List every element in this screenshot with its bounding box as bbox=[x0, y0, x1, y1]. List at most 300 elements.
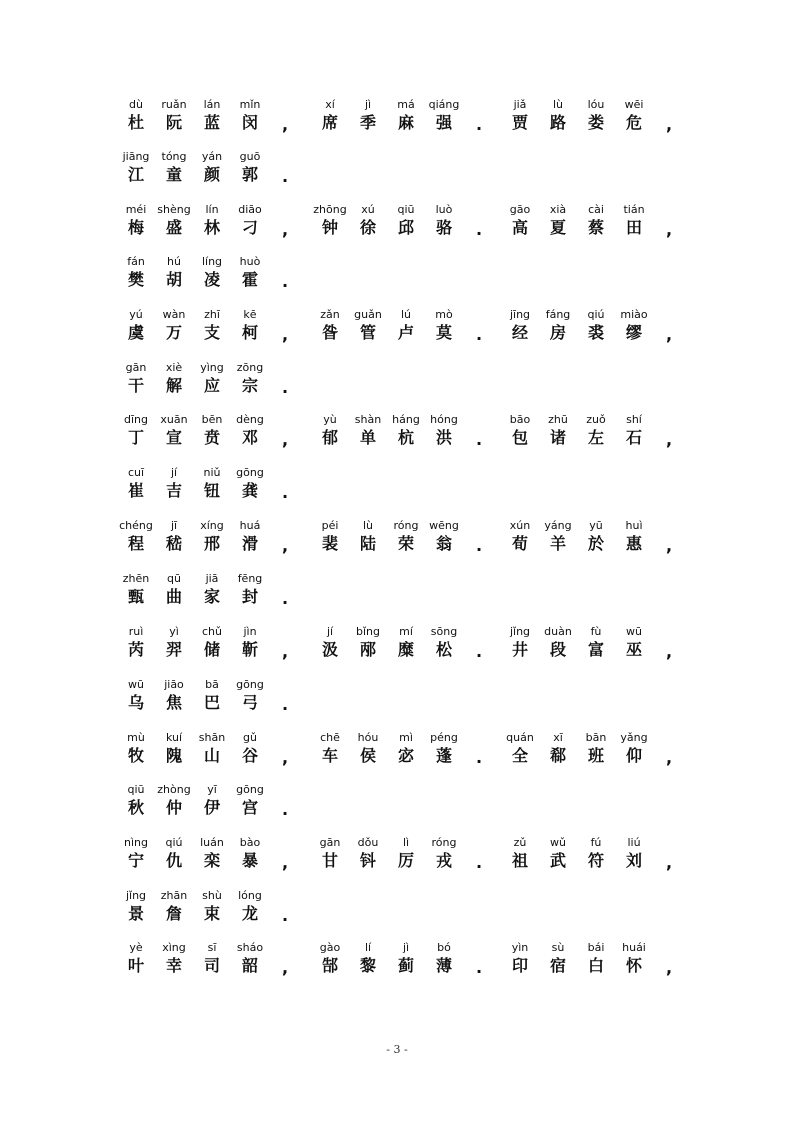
pinyin: lì bbox=[402, 836, 410, 849]
pinyin: tóng bbox=[161, 150, 187, 163]
pinyin: lóu bbox=[587, 98, 605, 111]
hanzi: 徐 bbox=[359, 218, 376, 237]
hanzi: 娄 bbox=[587, 113, 604, 132]
hanzi: 邱 bbox=[397, 218, 414, 237]
pinyin: gāo bbox=[509, 203, 531, 216]
pinyin: bào bbox=[239, 836, 261, 849]
hanzi: 宿 bbox=[549, 956, 566, 975]
period-separator: . bbox=[281, 378, 289, 397]
pinyin: yù bbox=[323, 413, 337, 426]
pinyin: líng bbox=[201, 255, 223, 268]
hanzi: 侯 bbox=[359, 746, 376, 765]
hanzi: 龙 bbox=[241, 904, 258, 923]
comma-separator: , bbox=[665, 536, 673, 555]
pinyin: sī bbox=[207, 941, 217, 954]
hanzi: 蓟 bbox=[397, 956, 414, 975]
hanzi: 幸 bbox=[165, 956, 182, 975]
hanzi: 弓 bbox=[241, 693, 258, 712]
comma-separator: , bbox=[281, 958, 289, 977]
text-line bbox=[116, 466, 696, 514]
pinyin: niǔ bbox=[203, 466, 221, 479]
pinyin: xìng bbox=[162, 941, 186, 954]
period-separator: . bbox=[281, 800, 289, 819]
pinyin: háng bbox=[392, 413, 420, 426]
comma-separator: , bbox=[665, 220, 673, 239]
hanzi: 吉 bbox=[165, 481, 182, 500]
comma-separator: , bbox=[281, 853, 289, 872]
hanzi: 符 bbox=[587, 851, 604, 870]
hanzi: 惠 bbox=[625, 534, 642, 553]
hanzi: 隗 bbox=[165, 746, 182, 765]
pinyin: fú bbox=[590, 836, 602, 849]
hanzi: 骆 bbox=[435, 218, 452, 237]
hanzi: 印 bbox=[511, 956, 528, 975]
hanzi: 诸 bbox=[549, 428, 566, 447]
hanzi: 钮 bbox=[203, 481, 220, 500]
hanzi: 陆 bbox=[359, 534, 376, 553]
pinyin: xí bbox=[325, 98, 335, 111]
hanzi: 缪 bbox=[625, 323, 642, 342]
hanzi: 蔡 bbox=[587, 218, 604, 237]
hanzi: 程 bbox=[127, 534, 144, 553]
pinyin: huái bbox=[622, 941, 646, 954]
hanzi: 刘 bbox=[625, 851, 642, 870]
hanzi: 宁 bbox=[127, 851, 144, 870]
pinyin: duàn bbox=[544, 625, 572, 638]
hanzi: 邓 bbox=[241, 428, 258, 447]
text-line bbox=[116, 361, 696, 409]
hanzi: 薄 bbox=[435, 956, 452, 975]
pinyin: lín bbox=[205, 203, 219, 216]
pinyin: yáng bbox=[544, 519, 572, 532]
comma-separator: , bbox=[281, 115, 289, 134]
hanzi: 栾 bbox=[203, 851, 220, 870]
period-separator: . bbox=[475, 853, 483, 872]
pinyin: yè bbox=[129, 941, 143, 954]
period-separator: . bbox=[281, 483, 289, 502]
hanzi: 童 bbox=[165, 165, 182, 184]
hanzi: 石 bbox=[625, 428, 642, 447]
pinyin: qiáng bbox=[428, 98, 460, 111]
comma-separator: , bbox=[281, 430, 289, 449]
hanzi: 干 bbox=[127, 376, 144, 395]
pinyin: wēng bbox=[429, 519, 459, 532]
pinyin: zhōng bbox=[313, 203, 347, 216]
pinyin: bēn bbox=[201, 413, 223, 426]
hanzi: 荣 bbox=[397, 534, 414, 553]
text-line bbox=[116, 783, 696, 831]
hanzi: 束 bbox=[203, 904, 220, 923]
pinyin: mò bbox=[435, 308, 453, 321]
pinyin: jìn bbox=[243, 625, 257, 638]
hanzi: 牧 bbox=[127, 746, 144, 765]
pinyin: yán bbox=[201, 150, 223, 163]
pinyin: hóu bbox=[357, 731, 379, 744]
pinyin: yú bbox=[129, 308, 143, 321]
comma-separator: , bbox=[281, 642, 289, 661]
pinyin: nìng bbox=[124, 836, 148, 849]
hanzi: 伊 bbox=[203, 798, 220, 817]
hanzi: 颜 bbox=[203, 165, 220, 184]
hanzi: 叶 bbox=[127, 956, 144, 975]
hanzi: 韶 bbox=[241, 956, 258, 975]
hanzi: 单 bbox=[359, 428, 376, 447]
hanzi: 松 bbox=[435, 640, 452, 659]
pinyin: sù bbox=[551, 941, 565, 954]
hanzi: 暴 bbox=[241, 851, 258, 870]
pinyin: lí bbox=[364, 941, 372, 954]
hanzi: 秋 bbox=[127, 798, 144, 817]
pinyin: shù bbox=[202, 889, 222, 902]
period-separator: . bbox=[475, 958, 483, 977]
hanzi: 梅 bbox=[127, 218, 144, 237]
pinyin: róng bbox=[393, 519, 419, 532]
pinyin: hú bbox=[167, 255, 181, 268]
pinyin: yìn bbox=[511, 941, 529, 954]
pinyin: méi bbox=[125, 203, 147, 216]
hanzi: 包 bbox=[511, 428, 528, 447]
pinyin: xuān bbox=[160, 413, 188, 426]
pinyin: cài bbox=[588, 203, 604, 216]
period-separator: . bbox=[475, 536, 483, 555]
hanzi: 全 bbox=[511, 746, 528, 765]
pinyin: xiè bbox=[165, 361, 183, 374]
hanzi: 洪 bbox=[435, 428, 452, 447]
pinyin: gān bbox=[125, 361, 147, 374]
pinyin: guǎn bbox=[354, 308, 382, 321]
hanzi: 钟 bbox=[321, 218, 338, 237]
hanzi: 羿 bbox=[165, 640, 182, 659]
period-separator: . bbox=[475, 642, 483, 661]
pinyin: dèng bbox=[236, 413, 264, 426]
comma-separator: , bbox=[665, 748, 673, 767]
pinyin: diāo bbox=[238, 203, 262, 216]
pinyin: jí bbox=[326, 625, 334, 638]
hanzi: 邢 bbox=[203, 534, 220, 553]
hanzi: 霍 bbox=[241, 270, 258, 289]
pinyin: jǐng bbox=[509, 625, 531, 638]
pinyin: hóng bbox=[430, 413, 458, 426]
hanzi: 林 bbox=[203, 218, 220, 237]
hanzi: 巫 bbox=[625, 640, 642, 659]
pinyin: qiú bbox=[587, 308, 605, 321]
pinyin: tián bbox=[623, 203, 645, 216]
hanzi: 胡 bbox=[165, 270, 182, 289]
pinyin: dǒu bbox=[357, 836, 379, 849]
pinyin: fēng bbox=[237, 572, 263, 585]
hanzi: 江 bbox=[127, 165, 144, 184]
pinyin: róng bbox=[431, 836, 457, 849]
pinyin: yǎng bbox=[620, 731, 648, 744]
pinyin: péng bbox=[430, 731, 458, 744]
text-line bbox=[116, 519, 696, 567]
text-line bbox=[116, 572, 696, 620]
pinyin: bān bbox=[585, 731, 607, 744]
hanzi: 盛 bbox=[165, 218, 182, 237]
hanzi: 裴 bbox=[321, 534, 338, 553]
hanzi: 荀 bbox=[511, 534, 528, 553]
pinyin: jiāng bbox=[122, 150, 150, 163]
pinyin: xíng bbox=[200, 519, 224, 532]
pinyin: kuí bbox=[165, 731, 183, 744]
text-line bbox=[116, 836, 696, 884]
comma-separator: , bbox=[281, 325, 289, 344]
pinyin: ruì bbox=[128, 625, 144, 638]
pinyin: luán bbox=[200, 836, 224, 849]
period-separator: . bbox=[475, 748, 483, 767]
pinyin: shèng bbox=[157, 203, 191, 216]
pinyin: shí bbox=[626, 413, 642, 426]
hanzi: 武 bbox=[549, 851, 566, 870]
hanzi: 崔 bbox=[127, 481, 144, 500]
hanzi: 宫 bbox=[241, 798, 258, 817]
period-separator: . bbox=[281, 272, 289, 291]
pinyin: zhēn bbox=[122, 572, 150, 585]
pinyin: dīng bbox=[124, 413, 148, 426]
hanzi: 滑 bbox=[241, 534, 258, 553]
hanzi: 山 bbox=[203, 746, 220, 765]
pinyin: huò bbox=[239, 255, 261, 268]
period-separator: . bbox=[281, 695, 289, 714]
pinyin: chē bbox=[320, 731, 340, 744]
hanzi: 焦 bbox=[165, 693, 182, 712]
hanzi: 班 bbox=[587, 746, 604, 765]
text-line bbox=[116, 678, 696, 726]
pinyin: má bbox=[397, 98, 415, 111]
hanzi: 贲 bbox=[203, 428, 220, 447]
hanzi: 莫 bbox=[435, 323, 452, 342]
pinyin: bǐng bbox=[356, 625, 380, 638]
hanzi: 经 bbox=[511, 323, 528, 342]
hanzi: 车 bbox=[321, 746, 338, 765]
pinyin: péi bbox=[321, 519, 339, 532]
pinyin: yū bbox=[589, 519, 603, 532]
pinyin: zhī bbox=[204, 308, 220, 321]
hanzi: 汲 bbox=[321, 640, 338, 659]
pinyin: wēi bbox=[624, 98, 644, 111]
pinyin: huá bbox=[239, 519, 261, 532]
hanzi: 麻 bbox=[397, 113, 414, 132]
hanzi: 巴 bbox=[203, 693, 220, 712]
hanzi: 管 bbox=[359, 323, 376, 342]
pinyin: lù bbox=[362, 519, 374, 532]
hanzi: 房 bbox=[549, 323, 566, 342]
page-number: - 3 - bbox=[386, 1043, 408, 1056]
pinyin: qiū bbox=[127, 783, 145, 796]
pinyin: gào bbox=[319, 941, 341, 954]
hanzi: 宗 bbox=[241, 376, 258, 395]
hanzi: 羊 bbox=[549, 534, 566, 553]
pinyin: fù bbox=[590, 625, 602, 638]
pinyin: zōng bbox=[236, 361, 264, 374]
hanzi: 嵇 bbox=[165, 534, 182, 553]
hanzi: 强 bbox=[435, 113, 452, 132]
hanzi: 昝 bbox=[321, 323, 338, 342]
pinyin: jīng bbox=[509, 308, 531, 321]
hanzi: 司 bbox=[203, 956, 220, 975]
hanzi: 仲 bbox=[165, 798, 182, 817]
text-line bbox=[116, 413, 696, 461]
period-separator: . bbox=[281, 906, 289, 925]
pinyin: chǔ bbox=[202, 625, 222, 638]
pinyin: lù bbox=[552, 98, 564, 111]
text-line bbox=[116, 203, 696, 251]
pinyin: gǔ bbox=[243, 731, 257, 744]
hanzi: 卢 bbox=[397, 323, 414, 342]
pinyin: kē bbox=[243, 308, 257, 321]
pinyin: mǐn bbox=[239, 98, 261, 111]
pinyin: xià bbox=[549, 203, 567, 216]
hanzi: 杭 bbox=[397, 428, 414, 447]
hanzi: 白 bbox=[587, 956, 604, 975]
hanzi: 田 bbox=[625, 218, 642, 237]
pinyin: wū bbox=[626, 625, 642, 638]
text-line bbox=[116, 889, 696, 937]
pinyin: bāo bbox=[509, 413, 531, 426]
pinyin: bā bbox=[205, 678, 219, 691]
hanzi: 危 bbox=[625, 113, 642, 132]
hanzi: 井 bbox=[511, 640, 528, 659]
pinyin: jí bbox=[170, 466, 178, 479]
comma-separator: , bbox=[281, 220, 289, 239]
hanzi: 万 bbox=[165, 323, 182, 342]
hanzi: 宓 bbox=[397, 746, 414, 765]
period-separator: . bbox=[475, 220, 483, 239]
pinyin: xī bbox=[553, 731, 563, 744]
pinyin: sōng bbox=[430, 625, 458, 638]
pinyin: chéng bbox=[119, 519, 153, 532]
hanzi: 祖 bbox=[511, 851, 528, 870]
pinyin: xún bbox=[509, 519, 531, 532]
comma-separator: , bbox=[665, 853, 673, 872]
hanzi: 家 bbox=[203, 587, 220, 606]
pinyin: qiú bbox=[165, 836, 183, 849]
hanzi: 杜 bbox=[127, 113, 144, 132]
pinyin: jì bbox=[402, 941, 410, 954]
comma-separator: , bbox=[665, 430, 673, 449]
pinyin: gōng bbox=[236, 783, 264, 796]
hanzi: 甄 bbox=[127, 587, 144, 606]
hanzi: 柯 bbox=[241, 323, 258, 342]
hanzi: 於 bbox=[587, 534, 604, 553]
hanzi: 戎 bbox=[435, 851, 452, 870]
comma-separator: , bbox=[665, 115, 673, 134]
pinyin: fán bbox=[127, 255, 145, 268]
text-line bbox=[116, 941, 696, 989]
hanzi: 郜 bbox=[321, 956, 338, 975]
pinyin: wàn bbox=[162, 308, 186, 321]
hanzi: 应 bbox=[203, 376, 220, 395]
pinyin: zǔ bbox=[513, 836, 527, 849]
pinyin: lóng bbox=[238, 889, 262, 902]
pinyin: qiū bbox=[397, 203, 415, 216]
pinyin: yìng bbox=[200, 361, 224, 374]
pinyin: jì bbox=[364, 98, 372, 111]
pinyin: gān bbox=[319, 836, 341, 849]
hanzi: 凌 bbox=[203, 270, 220, 289]
hanzi: 刁 bbox=[241, 218, 258, 237]
pinyin: zhòng bbox=[157, 783, 191, 796]
hanzi: 曲 bbox=[165, 587, 182, 606]
hanzi: 左 bbox=[587, 428, 604, 447]
comma-separator: , bbox=[281, 536, 289, 555]
pinyin: xú bbox=[361, 203, 375, 216]
pinyin: zhū bbox=[548, 413, 568, 426]
pinyin: sháo bbox=[236, 941, 264, 954]
hanzi: 蓝 bbox=[203, 113, 220, 132]
hanzi: 郭 bbox=[241, 165, 258, 184]
hanzi: 段 bbox=[549, 640, 566, 659]
hanzi: 季 bbox=[359, 113, 376, 132]
pinyin: mì bbox=[399, 731, 413, 744]
hanzi: 虞 bbox=[127, 323, 144, 342]
pinyin: huì bbox=[625, 519, 643, 532]
hanzi: 蓬 bbox=[435, 746, 452, 765]
text-line bbox=[116, 255, 696, 303]
hanzi: 贾 bbox=[511, 113, 528, 132]
hanzi: 谷 bbox=[241, 746, 258, 765]
pinyin: shān bbox=[198, 731, 226, 744]
period-separator: . bbox=[281, 589, 289, 608]
period-separator: . bbox=[475, 325, 483, 344]
pinyin: wū bbox=[128, 678, 144, 691]
pinyin: yì bbox=[169, 625, 179, 638]
pinyin: jiā bbox=[205, 572, 219, 585]
pinyin: ruǎn bbox=[161, 98, 187, 111]
pinyin: dù bbox=[129, 98, 143, 111]
hanzi: 糜 bbox=[397, 640, 414, 659]
hanzi: 夏 bbox=[549, 218, 566, 237]
comma-separator: , bbox=[665, 325, 673, 344]
text-line bbox=[116, 731, 696, 779]
hanzi: 靳 bbox=[241, 640, 258, 659]
hanzi: 路 bbox=[549, 113, 566, 132]
pinyin: lán bbox=[203, 98, 221, 111]
pinyin: gōng bbox=[236, 678, 264, 691]
hanzi: 席 bbox=[321, 113, 338, 132]
hanzi: 储 bbox=[203, 640, 220, 659]
hanzi: 芮 bbox=[127, 640, 144, 659]
hanzi: 乌 bbox=[127, 693, 144, 712]
pinyin: luò bbox=[435, 203, 453, 216]
hanzi: 厉 bbox=[397, 851, 414, 870]
hanzi: 封 bbox=[241, 587, 258, 606]
pinyin: cuī bbox=[127, 466, 145, 479]
pinyin: fáng bbox=[545, 308, 571, 321]
hanzi: 郗 bbox=[549, 746, 566, 765]
hanzi: 高 bbox=[511, 218, 528, 237]
pinyin: mí bbox=[399, 625, 413, 638]
pinyin: jiāo bbox=[164, 678, 184, 691]
pinyin: shàn bbox=[354, 413, 382, 426]
period-separator: . bbox=[281, 167, 289, 186]
hanzi: 解 bbox=[165, 376, 182, 395]
text-line bbox=[116, 625, 696, 673]
comma-separator: , bbox=[665, 958, 673, 977]
text-line bbox=[116, 150, 696, 198]
hanzi: 景 bbox=[127, 904, 144, 923]
hanzi: 詹 bbox=[165, 904, 182, 923]
pinyin: qū bbox=[167, 572, 181, 585]
hanzi: 闵 bbox=[241, 113, 258, 132]
hanzi: 钭 bbox=[359, 851, 376, 870]
pinyin: jiǎ bbox=[513, 98, 527, 111]
hanzi: 甘 bbox=[321, 851, 338, 870]
pinyin: zǎn bbox=[320, 308, 340, 321]
hanzi: 邴 bbox=[359, 640, 376, 659]
hanzi: 龚 bbox=[241, 481, 258, 500]
hanzi: 黎 bbox=[359, 956, 376, 975]
